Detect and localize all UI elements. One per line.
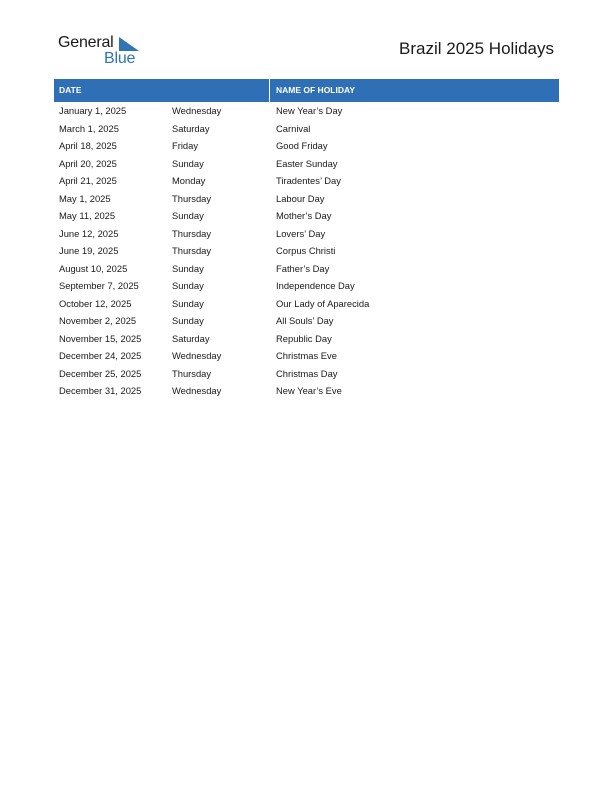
cell-date: September 7, 2025 bbox=[59, 280, 139, 291]
cell-date: June 12, 2025 bbox=[59, 227, 119, 239]
cell-weekday: Wednesday bbox=[172, 385, 222, 396]
cell-weekday: Wednesday bbox=[172, 350, 222, 361]
cell-date: April 18, 2025 bbox=[59, 140, 117, 151]
table-row bbox=[54, 207, 559, 225]
cell-holiday-name: Labour Day bbox=[276, 192, 325, 204]
table-body bbox=[54, 102, 559, 400]
cell-weekday: Thursday bbox=[172, 245, 212, 256]
logo-text-general: General bbox=[58, 34, 114, 51]
table-row bbox=[54, 102, 559, 120]
table-row bbox=[54, 137, 559, 155]
cell-date: April 21, 2025 bbox=[59, 175, 117, 186]
cell-date: December 25, 2025 bbox=[59, 367, 142, 379]
cell-date: October 12, 2025 bbox=[59, 297, 132, 309]
page-title: Brazil 2025 Holidays bbox=[399, 39, 554, 58]
cell-holiday-name: Corpus Christi bbox=[276, 245, 336, 256]
table-row bbox=[54, 312, 559, 330]
table-row bbox=[54, 172, 559, 190]
cell-weekday: Sunday bbox=[172, 315, 204, 326]
cell-date: May 1, 2025 bbox=[59, 192, 111, 204]
column-header-date: DATE bbox=[59, 85, 82, 95]
cell-weekday: Thursday bbox=[172, 192, 212, 204]
cell-date: December 31, 2025 bbox=[59, 385, 142, 396]
cell-weekday: Thursday bbox=[172, 367, 212, 379]
cell-holiday-name: Father’s Day bbox=[276, 262, 330, 274]
table-row bbox=[54, 382, 559, 400]
table-row bbox=[54, 365, 559, 383]
table-header bbox=[54, 79, 559, 102]
cell-weekday: Wednesday bbox=[172, 105, 222, 116]
brand-logo bbox=[58, 34, 148, 70]
cell-date: May 11, 2025 bbox=[59, 210, 116, 221]
cell-weekday: Friday bbox=[172, 140, 199, 151]
cell-holiday-name: Tiradentes’ Day bbox=[276, 175, 341, 186]
cell-holiday-name: Good Friday bbox=[276, 140, 328, 151]
cell-holiday-name: Our Lady of Aparecida bbox=[276, 297, 370, 309]
cell-date: March 1, 2025 bbox=[59, 122, 119, 134]
header-divider bbox=[269, 79, 270, 102]
cell-holiday-name: All Souls’ Day bbox=[276, 315, 334, 326]
cell-weekday: Saturday bbox=[172, 332, 210, 344]
table-row bbox=[54, 120, 559, 138]
table-row bbox=[54, 190, 559, 208]
cell-weekday: Sunday bbox=[172, 262, 204, 274]
table-row bbox=[54, 260, 559, 278]
cell-holiday-name: Christmas Eve bbox=[276, 350, 337, 361]
cell-weekday: Sunday bbox=[172, 297, 204, 309]
cell-weekday: Sunday bbox=[172, 280, 204, 291]
cell-weekday: Thursday bbox=[172, 227, 212, 239]
table-row bbox=[54, 242, 559, 260]
cell-holiday-name: Easter Sunday bbox=[276, 157, 338, 169]
table-row bbox=[54, 225, 559, 243]
cell-date: November 2, 2025 bbox=[59, 315, 137, 326]
table-row bbox=[54, 330, 559, 348]
table-row bbox=[54, 155, 559, 173]
cell-date: January 1, 2025 bbox=[59, 105, 127, 116]
table-row bbox=[54, 347, 559, 365]
cell-holiday-name: New Year’s Day bbox=[276, 105, 343, 116]
cell-holiday-name: Mother’s Day bbox=[276, 210, 332, 221]
cell-holiday-name: New Year’s Eve bbox=[276, 385, 342, 396]
cell-weekday: Saturday bbox=[172, 122, 210, 134]
cell-date: December 24, 2025 bbox=[59, 350, 142, 361]
cell-date: June 19, 2025 bbox=[59, 245, 119, 256]
logo-triangle-icon bbox=[119, 37, 139, 51]
cell-holiday-name: Republic Day bbox=[276, 332, 332, 344]
holiday-table bbox=[54, 79, 559, 400]
cell-weekday: Monday bbox=[172, 175, 206, 186]
cell-weekday: Sunday bbox=[172, 157, 204, 169]
cell-holiday-name: Independence Day bbox=[276, 280, 355, 291]
cell-date: November 15, 2025 bbox=[59, 332, 142, 344]
cell-date: August 10, 2025 bbox=[59, 262, 128, 274]
cell-date: April 20, 2025 bbox=[59, 157, 117, 169]
column-header-holiday: NAME OF HOLIDAY bbox=[276, 85, 356, 95]
cell-holiday-name: Christmas Day bbox=[276, 367, 338, 379]
table-row bbox=[54, 277, 559, 295]
logo-text-blue: Blue bbox=[104, 50, 136, 67]
cell-weekday: Sunday bbox=[172, 210, 204, 221]
table-row bbox=[54, 295, 559, 313]
cell-holiday-name: Lovers’ Day bbox=[276, 227, 326, 239]
cell-holiday-name: Carnival bbox=[276, 122, 311, 134]
